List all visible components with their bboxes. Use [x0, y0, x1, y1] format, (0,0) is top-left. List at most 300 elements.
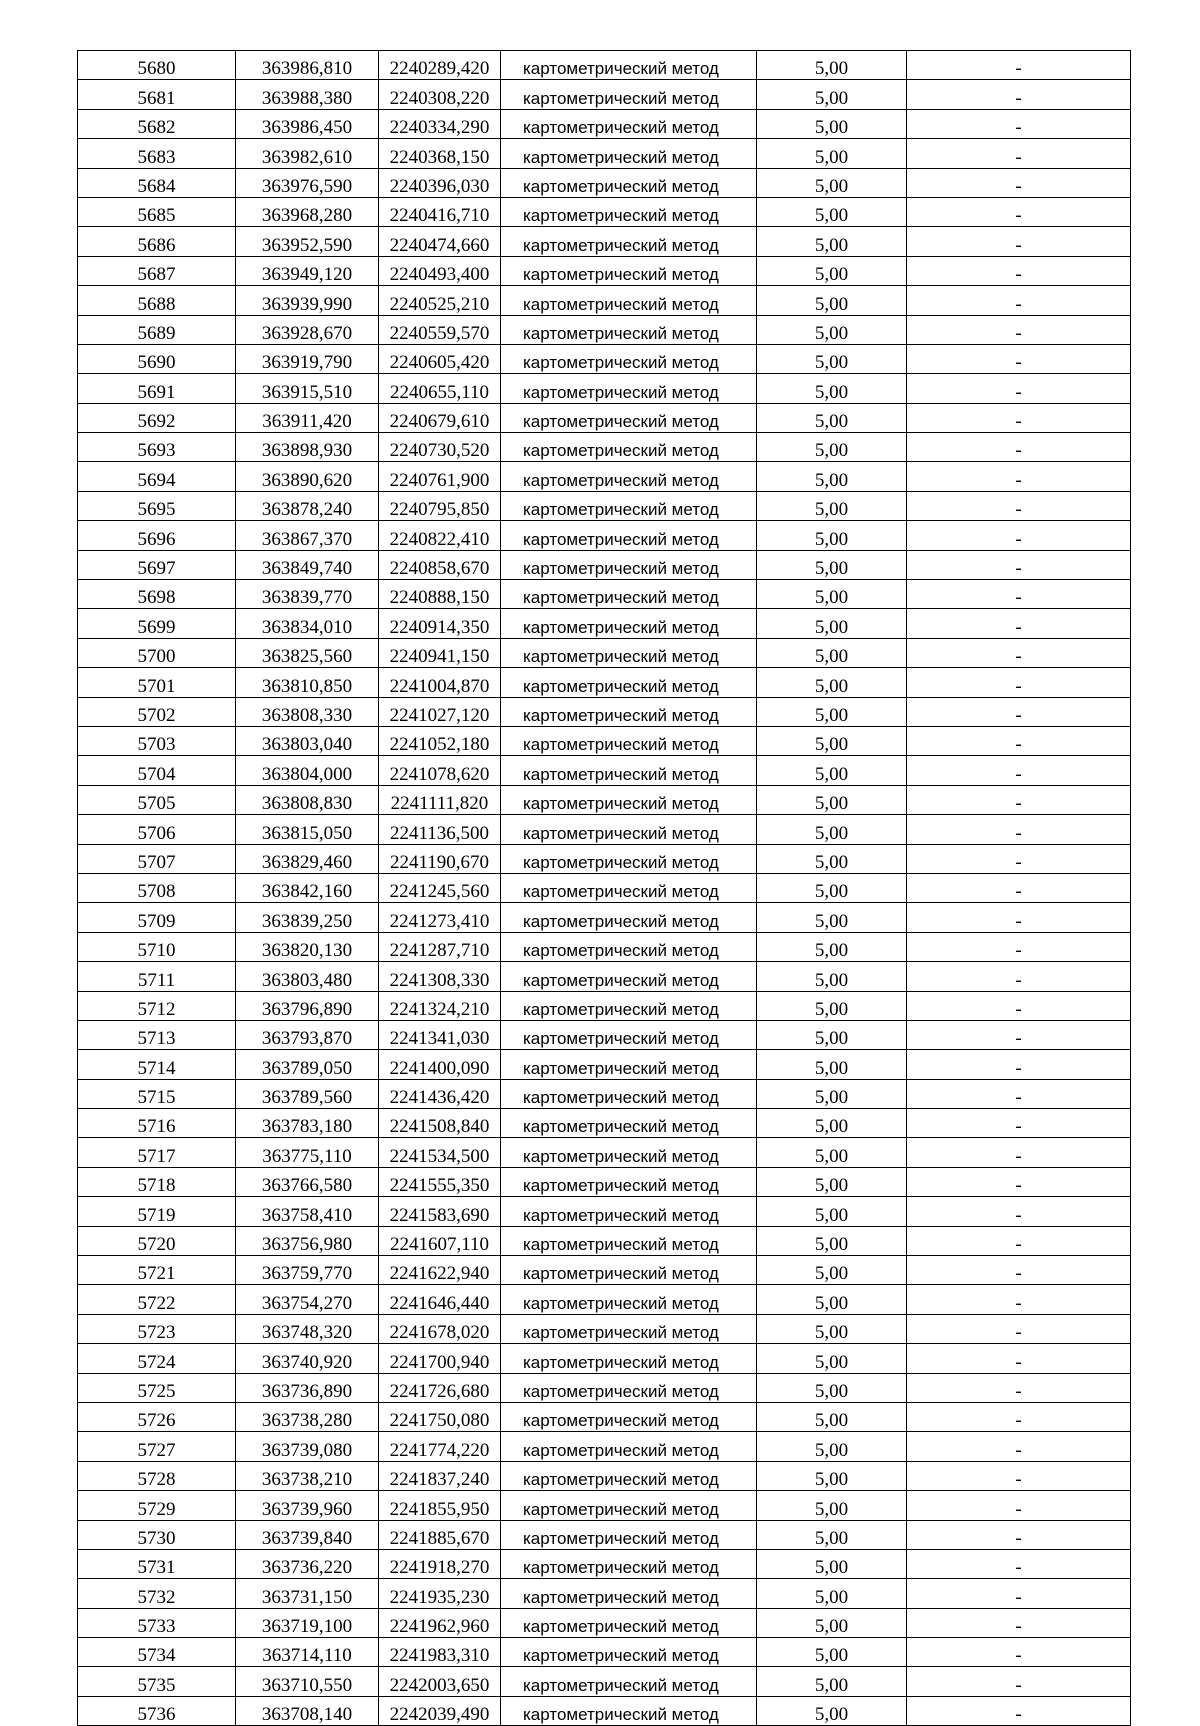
point-number-cell: 5731 — [78, 1549, 236, 1578]
method-cell: картометрический метод — [501, 1667, 757, 1696]
method-cell: картометрический метод — [501, 374, 757, 403]
x-coordinate-cell: 363796,890 — [236, 991, 379, 1020]
method-cell: картометрический метод — [501, 139, 757, 168]
table-row — [78, 168, 1131, 197]
point-number-cell: 5706 — [78, 815, 236, 844]
note-cell: - — [907, 991, 1131, 1020]
y-coordinate-cell: 2240941,150 — [379, 638, 501, 667]
method-cell: картометрический метод — [501, 580, 757, 609]
note-cell: - — [907, 1314, 1131, 1343]
x-coordinate-cell: 363740,920 — [236, 1344, 379, 1373]
y-coordinate-cell: 2241341,030 — [379, 1020, 501, 1049]
y-coordinate-cell: 2241508,840 — [379, 1109, 501, 1138]
note-cell: - — [907, 756, 1131, 785]
x-coordinate-cell: 363758,410 — [236, 1197, 379, 1226]
table-row — [78, 256, 1131, 285]
point-number-cell: 5702 — [78, 697, 236, 726]
table-row — [78, 1520, 1131, 1549]
point-number-cell: 5723 — [78, 1314, 236, 1343]
table-row — [78, 1373, 1131, 1402]
point-number-cell: 5732 — [78, 1579, 236, 1608]
y-coordinate-cell: 2241400,090 — [379, 1050, 501, 1079]
x-coordinate-cell: 363839,770 — [236, 580, 379, 609]
point-number-cell: 5710 — [78, 932, 236, 961]
point-number-cell: 5697 — [78, 550, 236, 579]
point-number-cell: 5698 — [78, 580, 236, 609]
x-coordinate-cell: 363919,790 — [236, 344, 379, 373]
y-coordinate-cell: 2241583,690 — [379, 1197, 501, 1226]
accuracy-cell: 5,00 — [757, 344, 907, 373]
accuracy-cell: 5,00 — [757, 844, 907, 873]
method-cell: картометрический метод — [501, 844, 757, 873]
x-coordinate-cell: 363731,150 — [236, 1579, 379, 1608]
table-row — [78, 374, 1131, 403]
point-number-cell: 5716 — [78, 1109, 236, 1138]
method-cell: картометрический метод — [501, 286, 757, 315]
y-coordinate-cell: 2241245,560 — [379, 873, 501, 902]
accuracy-cell: 5,00 — [757, 1138, 907, 1167]
accuracy-cell: 5,00 — [757, 521, 907, 550]
method-cell: картометрический метод — [501, 668, 757, 697]
point-number-cell: 5705 — [78, 785, 236, 814]
table-row — [78, 433, 1131, 462]
table-row — [78, 962, 1131, 991]
method-cell: картометрический метод — [501, 726, 757, 755]
note-cell: - — [907, 1138, 1131, 1167]
note-cell: - — [907, 1020, 1131, 1049]
point-number-cell: 5715 — [78, 1079, 236, 1108]
x-coordinate-cell: 363803,040 — [236, 726, 379, 755]
x-coordinate-cell: 363739,960 — [236, 1491, 379, 1520]
accuracy-cell: 5,00 — [757, 1285, 907, 1314]
x-coordinate-cell: 363714,110 — [236, 1638, 379, 1667]
y-coordinate-cell: 2241287,710 — [379, 932, 501, 961]
table-row — [78, 109, 1131, 138]
method-cell: картометрический метод — [501, 1050, 757, 1079]
note-cell: - — [907, 962, 1131, 991]
accuracy-cell: 5,00 — [757, 1314, 907, 1343]
table-row — [78, 1197, 1131, 1226]
table-row — [78, 609, 1131, 638]
point-number-cell: 5719 — [78, 1197, 236, 1226]
method-cell: картометрический метод — [501, 1696, 757, 1725]
x-coordinate-cell: 363789,050 — [236, 1050, 379, 1079]
accuracy-cell: 5,00 — [757, 315, 907, 344]
table-row — [78, 873, 1131, 902]
table-row — [78, 315, 1131, 344]
x-coordinate-cell: 363739,080 — [236, 1432, 379, 1461]
point-number-cell: 5699 — [78, 609, 236, 638]
y-coordinate-cell: 2240289,420 — [379, 51, 501, 80]
note-cell: - — [907, 80, 1131, 109]
accuracy-cell: 5,00 — [757, 815, 907, 844]
table-row — [78, 726, 1131, 755]
method-cell: картометрический метод — [501, 1079, 757, 1108]
accuracy-cell: 5,00 — [757, 756, 907, 785]
table-row — [78, 521, 1131, 550]
method-cell: картометрический метод — [501, 1402, 757, 1431]
point-number-cell: 5701 — [78, 668, 236, 697]
note-cell: - — [907, 609, 1131, 638]
note-cell: - — [907, 1520, 1131, 1549]
note-cell: - — [907, 668, 1131, 697]
point-number-cell: 5690 — [78, 344, 236, 373]
method-cell: картометрический метод — [501, 962, 757, 991]
point-number-cell: 5711 — [78, 962, 236, 991]
method-cell: картометрический метод — [501, 227, 757, 256]
y-coordinate-cell: 2240822,410 — [379, 521, 501, 550]
y-coordinate-cell: 2241308,330 — [379, 962, 501, 991]
note-cell: - — [907, 168, 1131, 197]
point-number-cell: 5722 — [78, 1285, 236, 1314]
method-cell: картометрический метод — [501, 256, 757, 285]
x-coordinate-cell: 363867,370 — [236, 521, 379, 550]
table-row — [78, 991, 1131, 1020]
accuracy-cell: 5,00 — [757, 785, 907, 814]
method-cell: картометрический метод — [501, 1109, 757, 1138]
method-cell: картометрический метод — [501, 550, 757, 579]
x-coordinate-cell: 363820,130 — [236, 932, 379, 961]
x-coordinate-cell: 363986,450 — [236, 109, 379, 138]
table-row — [78, 668, 1131, 697]
method-cell: картометрический метод — [501, 521, 757, 550]
accuracy-cell: 5,00 — [757, 1461, 907, 1490]
table-row — [78, 1256, 1131, 1285]
x-coordinate-cell: 363736,890 — [236, 1373, 379, 1402]
point-number-cell: 5736 — [78, 1696, 236, 1725]
method-cell: картометрический метод — [501, 1344, 757, 1373]
method-cell: картометрический метод — [501, 1197, 757, 1226]
y-coordinate-cell: 2241190,670 — [379, 844, 501, 873]
accuracy-cell: 5,00 — [757, 580, 907, 609]
x-coordinate-cell: 363898,930 — [236, 433, 379, 462]
x-coordinate-cell: 363952,590 — [236, 227, 379, 256]
note-cell: - — [907, 344, 1131, 373]
y-coordinate-cell: 2241111,820 — [379, 785, 501, 814]
table-row — [78, 1667, 1131, 1696]
point-number-cell: 5713 — [78, 1020, 236, 1049]
note-cell: - — [907, 139, 1131, 168]
note-cell: - — [907, 1050, 1131, 1079]
accuracy-cell: 5,00 — [757, 256, 907, 285]
accuracy-cell: 5,00 — [757, 1579, 907, 1608]
method-cell: картометрический метод — [501, 932, 757, 961]
y-coordinate-cell: 2241436,420 — [379, 1079, 501, 1108]
table-row — [78, 815, 1131, 844]
note-cell: - — [907, 1197, 1131, 1226]
table-row — [78, 756, 1131, 785]
y-coordinate-cell: 2240679,610 — [379, 403, 501, 432]
table-row — [78, 462, 1131, 491]
note-cell: - — [907, 197, 1131, 226]
point-number-cell: 5687 — [78, 256, 236, 285]
note-cell: - — [907, 815, 1131, 844]
accuracy-cell: 5,00 — [757, 1638, 907, 1667]
point-number-cell: 5733 — [78, 1608, 236, 1637]
note-cell: - — [907, 726, 1131, 755]
x-coordinate-cell: 363783,180 — [236, 1109, 379, 1138]
accuracy-cell: 5,00 — [757, 1079, 907, 1108]
y-coordinate-cell: 2240605,420 — [379, 344, 501, 373]
method-cell: картометрический метод — [501, 1491, 757, 1520]
method-cell: картометрический метод — [501, 1167, 757, 1196]
y-coordinate-cell: 2241935,230 — [379, 1579, 501, 1608]
note-cell: - — [907, 932, 1131, 961]
y-coordinate-cell: 2241750,080 — [379, 1402, 501, 1431]
note-cell: - — [907, 109, 1131, 138]
accuracy-cell: 5,00 — [757, 433, 907, 462]
table-row — [78, 844, 1131, 873]
accuracy-cell: 5,00 — [757, 1373, 907, 1402]
accuracy-cell: 5,00 — [757, 1020, 907, 1049]
y-coordinate-cell: 2241855,950 — [379, 1491, 501, 1520]
accuracy-cell: 5,00 — [757, 726, 907, 755]
table-row — [78, 1226, 1131, 1255]
table-row — [78, 1079, 1131, 1108]
x-coordinate-cell: 363810,850 — [236, 668, 379, 697]
y-coordinate-cell: 2241918,270 — [379, 1549, 501, 1578]
accuracy-cell: 5,00 — [757, 462, 907, 491]
table-row — [78, 80, 1131, 109]
point-number-cell: 5714 — [78, 1050, 236, 1079]
point-number-cell: 5717 — [78, 1138, 236, 1167]
y-coordinate-cell: 2240858,670 — [379, 550, 501, 579]
accuracy-cell: 5,00 — [757, 668, 907, 697]
point-number-cell: 5686 — [78, 227, 236, 256]
x-coordinate-cell: 363842,160 — [236, 873, 379, 902]
y-coordinate-cell: 2241678,020 — [379, 1314, 501, 1343]
x-coordinate-cell: 363878,240 — [236, 491, 379, 520]
x-coordinate-cell: 363708,140 — [236, 1696, 379, 1725]
point-number-cell: 5681 — [78, 80, 236, 109]
note-cell: - — [907, 1696, 1131, 1725]
table-row — [78, 1167, 1131, 1196]
point-number-cell: 5726 — [78, 1402, 236, 1431]
table-row — [78, 1020, 1131, 1049]
x-coordinate-cell: 363738,210 — [236, 1461, 379, 1490]
x-coordinate-cell: 363915,510 — [236, 374, 379, 403]
point-number-cell: 5729 — [78, 1491, 236, 1520]
x-coordinate-cell: 363928,670 — [236, 315, 379, 344]
method-cell: картометрический метод — [501, 1549, 757, 1578]
y-coordinate-cell: 2241273,410 — [379, 903, 501, 932]
y-coordinate-cell: 2241885,670 — [379, 1520, 501, 1549]
y-coordinate-cell: 2240888,150 — [379, 580, 501, 609]
note-cell: - — [907, 697, 1131, 726]
note-cell: - — [907, 1256, 1131, 1285]
point-number-cell: 5688 — [78, 286, 236, 315]
method-cell: картометрический метод — [501, 785, 757, 814]
table-row — [78, 1638, 1131, 1667]
table-row — [78, 903, 1131, 932]
x-coordinate-cell: 363825,560 — [236, 638, 379, 667]
point-number-cell: 5691 — [78, 374, 236, 403]
point-number-cell: 5735 — [78, 1667, 236, 1696]
x-coordinate-cell: 363803,480 — [236, 962, 379, 991]
accuracy-cell: 5,00 — [757, 139, 907, 168]
point-number-cell: 5682 — [78, 109, 236, 138]
method-cell: картометрический метод — [501, 1285, 757, 1314]
note-cell: - — [907, 491, 1131, 520]
note-cell: - — [907, 374, 1131, 403]
table-row — [78, 1696, 1131, 1725]
accuracy-cell: 5,00 — [757, 1256, 907, 1285]
method-cell: картометрический метод — [501, 80, 757, 109]
method-cell: картометрический метод — [501, 403, 757, 432]
note-cell: - — [907, 1109, 1131, 1138]
method-cell: картометрический метод — [501, 1373, 757, 1402]
table-row — [78, 1402, 1131, 1431]
note-cell: - — [907, 1373, 1131, 1402]
y-coordinate-cell: 2241962,960 — [379, 1608, 501, 1637]
point-number-cell: 5692 — [78, 403, 236, 432]
x-coordinate-cell: 363808,330 — [236, 697, 379, 726]
table-row — [78, 550, 1131, 579]
accuracy-cell: 5,00 — [757, 697, 907, 726]
table-row — [78, 785, 1131, 814]
y-coordinate-cell: 2240334,290 — [379, 109, 501, 138]
x-coordinate-cell: 363808,830 — [236, 785, 379, 814]
accuracy-cell: 5,00 — [757, 1226, 907, 1255]
accuracy-cell: 5,00 — [757, 168, 907, 197]
table-row — [78, 932, 1131, 961]
note-cell: - — [907, 1167, 1131, 1196]
accuracy-cell: 5,00 — [757, 991, 907, 1020]
y-coordinate-cell: 2241983,310 — [379, 1638, 501, 1667]
method-cell: картометрический метод — [501, 1314, 757, 1343]
table-row — [78, 1608, 1131, 1637]
method-cell: картометрический метод — [501, 1579, 757, 1608]
point-number-cell: 5696 — [78, 521, 236, 550]
accuracy-cell: 5,00 — [757, 873, 907, 902]
accuracy-cell: 5,00 — [757, 51, 907, 80]
accuracy-cell: 5,00 — [757, 227, 907, 256]
x-coordinate-cell: 363793,870 — [236, 1020, 379, 1049]
table-row — [78, 638, 1131, 667]
method-cell: картометрический метод — [501, 433, 757, 462]
note-cell: - — [907, 580, 1131, 609]
accuracy-cell: 5,00 — [757, 1402, 907, 1431]
point-number-cell: 5680 — [78, 51, 236, 80]
x-coordinate-cell: 363890,620 — [236, 462, 379, 491]
table-row — [78, 286, 1131, 315]
y-coordinate-cell: 2240655,110 — [379, 374, 501, 403]
note-cell: - — [907, 286, 1131, 315]
table-row — [78, 1579, 1131, 1608]
note-cell: - — [907, 256, 1131, 285]
table-row — [78, 697, 1131, 726]
table-row — [78, 227, 1131, 256]
table-row — [78, 1432, 1131, 1461]
table-row — [78, 344, 1131, 373]
y-coordinate-cell: 2241837,240 — [379, 1461, 501, 1490]
method-cell: картометрический метод — [501, 1461, 757, 1490]
x-coordinate-cell: 363736,220 — [236, 1549, 379, 1578]
accuracy-cell: 5,00 — [757, 1520, 907, 1549]
y-coordinate-cell: 2241052,180 — [379, 726, 501, 755]
accuracy-cell: 5,00 — [757, 903, 907, 932]
x-coordinate-cell: 363982,610 — [236, 139, 379, 168]
y-coordinate-cell: 2241622,940 — [379, 1256, 501, 1285]
x-coordinate-cell: 363738,280 — [236, 1402, 379, 1431]
note-cell: - — [907, 1285, 1131, 1314]
note-cell: - — [907, 1461, 1131, 1490]
y-coordinate-cell: 2240368,150 — [379, 139, 501, 168]
accuracy-cell: 5,00 — [757, 1432, 907, 1461]
y-coordinate-cell: 2240416,710 — [379, 197, 501, 226]
table-row — [78, 1344, 1131, 1373]
method-cell: картометрический метод — [501, 697, 757, 726]
note-cell: - — [907, 1079, 1131, 1108]
table-row — [78, 491, 1131, 520]
accuracy-cell: 5,00 — [757, 197, 907, 226]
method-cell: картометрический метод — [501, 609, 757, 638]
y-coordinate-cell: 2240761,900 — [379, 462, 501, 491]
accuracy-cell: 5,00 — [757, 1197, 907, 1226]
point-number-cell: 5718 — [78, 1167, 236, 1196]
point-number-cell: 5734 — [78, 1638, 236, 1667]
y-coordinate-cell: 2240730,520 — [379, 433, 501, 462]
method-cell: картометрический метод — [501, 873, 757, 902]
method-cell: картометрический метод — [501, 197, 757, 226]
table-row — [78, 403, 1131, 432]
note-cell: - — [907, 521, 1131, 550]
x-coordinate-cell: 363976,590 — [236, 168, 379, 197]
note-cell: - — [907, 1402, 1131, 1431]
accuracy-cell: 5,00 — [757, 962, 907, 991]
method-cell: картометрический метод — [501, 491, 757, 520]
y-coordinate-cell: 2241607,110 — [379, 1226, 501, 1255]
x-coordinate-cell: 363756,980 — [236, 1226, 379, 1255]
y-coordinate-cell: 2241004,870 — [379, 668, 501, 697]
note-cell: - — [907, 51, 1131, 80]
y-coordinate-cell: 2240474,660 — [379, 227, 501, 256]
method-cell: картометрический метод — [501, 109, 757, 138]
table-row — [78, 1491, 1131, 1520]
accuracy-cell: 5,00 — [757, 1167, 907, 1196]
x-coordinate-cell: 363739,840 — [236, 1520, 379, 1549]
method-cell: картометрический метод — [501, 1520, 757, 1549]
accuracy-cell: 5,00 — [757, 1491, 907, 1520]
note-cell: - — [907, 903, 1131, 932]
y-coordinate-cell: 2241534,500 — [379, 1138, 501, 1167]
note-cell: - — [907, 785, 1131, 814]
point-number-cell: 5730 — [78, 1520, 236, 1549]
note-cell: - — [907, 1608, 1131, 1637]
note-cell: - — [907, 1491, 1131, 1520]
note-cell: - — [907, 1344, 1131, 1373]
point-number-cell: 5704 — [78, 756, 236, 785]
accuracy-cell: 5,00 — [757, 638, 907, 667]
x-coordinate-cell: 363789,560 — [236, 1079, 379, 1108]
x-coordinate-cell: 363719,100 — [236, 1608, 379, 1637]
note-cell: - — [907, 462, 1131, 491]
accuracy-cell: 5,00 — [757, 80, 907, 109]
x-coordinate-cell: 363759,770 — [236, 1256, 379, 1285]
accuracy-cell: 5,00 — [757, 1050, 907, 1079]
point-number-cell: 5703 — [78, 726, 236, 755]
note-cell: - — [907, 1549, 1131, 1578]
table-row — [78, 1050, 1131, 1079]
coordinates-table-body — [78, 51, 1131, 1726]
note-cell: - — [907, 433, 1131, 462]
accuracy-cell: 5,00 — [757, 286, 907, 315]
point-number-cell: 5695 — [78, 491, 236, 520]
accuracy-cell: 5,00 — [757, 932, 907, 961]
accuracy-cell: 5,00 — [757, 1608, 907, 1637]
note-cell: - — [907, 873, 1131, 902]
accuracy-cell: 5,00 — [757, 109, 907, 138]
